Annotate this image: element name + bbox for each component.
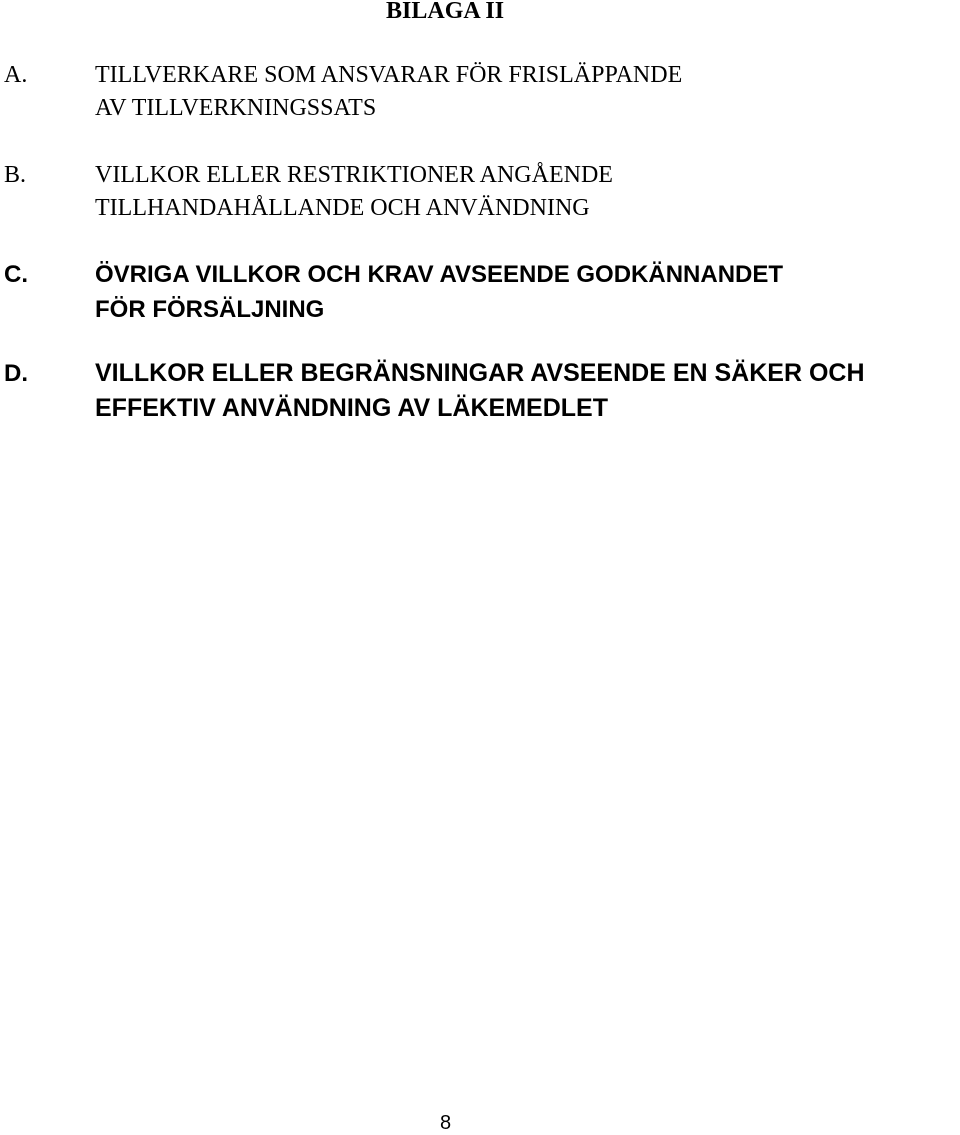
section-c-heading-line-2: FÖR FÖRSÄLJNING [95,296,325,323]
section-c-letter: C. [4,261,28,288]
section-d-heading [95,356,865,426]
section-a-letter: A. [4,62,28,88]
section-b-heading [95,159,613,225]
page-number: 8 [440,1112,452,1134]
section-b-heading-line-1: VILLKOR ELLER RESTRIKTIONER ANGÅENDE [95,162,613,188]
section-a-heading-line-2: AV TILLVERKNINGSSATS [95,95,377,121]
section-d-heading-line-1: VILLKOR ELLER BEGRÄNSNINGAR AVSEENDE EN SÄKER OCH [95,359,865,387]
section-d-letter: D. [4,360,28,387]
section-a-heading-line-1: TILLVERKARE SOM ANSVARAR FÖR FRISLÄPPANDE [95,62,683,88]
section-c-heading-line-1: ÖVRIGA VILLKOR OCH KRAV AVSEENDE GODKÄNNANDET [95,261,784,288]
annex-title: BILAGA II [386,0,505,24]
section-c-heading [95,257,783,327]
section-d-heading-line-2: EFFEKTIV ANVÄNDNING AV LÄKEMEDLET [95,394,608,422]
section-b-letter: B. [4,162,27,188]
section-a-heading [95,59,682,125]
section-b-heading-line-2: TILLHANDAHÅLLANDE OCH ANVÄNDNING [95,195,590,221]
